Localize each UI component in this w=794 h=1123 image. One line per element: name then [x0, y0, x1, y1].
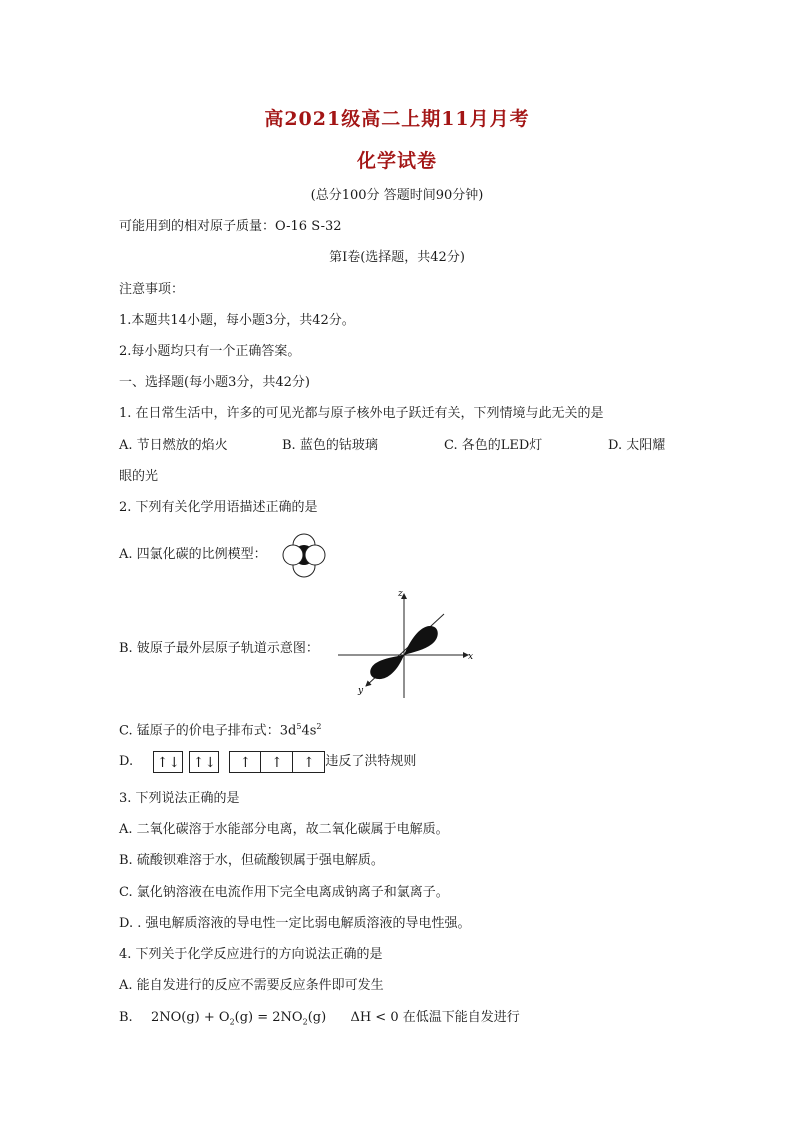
mn-config-4s: 4s — [301, 723, 317, 739]
exam-title: 高2021级高二上期11月月考 — [264, 108, 530, 130]
note-1: 1.本题共14小题，每小题3分，共42分。 — [119, 313, 355, 328]
q1-option-d-cont: 眼的光 — [119, 469, 159, 484]
q2-option-c-label: C. 锰原子的价电子排布式： — [119, 723, 280, 739]
q3-option-a: A. 二氧化碳溶于水能部分电离，故二氧化碳属于电解质。 — [119, 822, 449, 837]
exam-subtitle: 化学试卷 — [356, 150, 437, 172]
q4-option-b — [119, 1009, 520, 1032]
p-orbital-diagram — [334, 586, 479, 698]
q4-eq-part1: 2NO(g) + O — [150, 1010, 230, 1025]
q2-option-d — [119, 750, 416, 774]
mn-config-4s-sup: 2 — [316, 722, 322, 731]
q1-option-c: C. 各色的LED灯 — [444, 438, 543, 453]
section-heading: 一、选择题(每小题3分，共42分) — [119, 375, 310, 390]
q2-option-a: A. 四氯化碳的比例模型： — [119, 547, 267, 562]
orbital-box-1: ↑↓ — [153, 751, 183, 773]
mn-config-3d-sup: 5 — [296, 722, 302, 731]
q3-stem: 3. 下列说法正确的是 — [119, 791, 240, 806]
q2-option-d-label: D. — [119, 754, 134, 769]
q4-option-a: A. 能自发进行的反应不需要反应条件即可发生 — [119, 978, 384, 993]
atomic-mass-line: 可能用到的相对原子质量：O-16 S-32 — [119, 219, 342, 234]
q1-option-a: A. 节日燃放的焰火 — [119, 438, 228, 453]
q4-delta-h: ΔH < 0 — [350, 1010, 399, 1025]
volume-heading: 第Ⅰ卷(选择题，共42分) — [329, 250, 465, 265]
orbital-box-3: ↑ — [229, 751, 261, 773]
q4-eq-part3: (g) — [307, 1010, 327, 1025]
axis-y-label: y — [358, 686, 364, 696]
q4-eq-sub1: 2 — [229, 1017, 235, 1027]
q1-option-b: B. 蓝色的钴玻璃 — [282, 438, 378, 453]
q4-option-b-text: 在低温下能自发进行 — [402, 1010, 520, 1025]
q2-option-b: B. 铍原子最外层原子轨道示意图： — [119, 641, 319, 656]
q3-option-d: D. . 强电解质溶液的导电性一定比弱电解质溶液的导电性强。 — [119, 916, 471, 931]
axis-x-label: x — [468, 652, 474, 662]
axis-z-label: z — [398, 589, 403, 599]
q4-stem: 4. 下列关于化学反应进行的方向说法正确的是 — [119, 947, 383, 962]
q3-option-b: B. 硫酸钡难溶于水，但硫酸钡属于强电解质。 — [119, 853, 384, 868]
orbital-box-5: ↑ — [293, 751, 325, 773]
q1-option-d: D. 太阳耀 — [608, 438, 666, 453]
exam-info: (总分100分 答题时间90分钟) — [310, 188, 484, 203]
q2-option-d-text: 违反了洪特规则 — [325, 754, 417, 769]
q4-option-b-label: B. — [119, 1010, 133, 1025]
orbital-box-2: ↑↓ — [189, 751, 219, 773]
q2-stem: 2. 下列有关化学用语描述正确的是 — [119, 500, 318, 515]
notes-heading: 注意事项： — [119, 282, 185, 297]
q4-equation — [151, 1010, 326, 1025]
q1-stem: 1. 在日常生活中，许多的可见光都与原子核外电子跃迁有关，下列情境与此无关的是 — [119, 406, 604, 421]
q4-eq-sub2: 2 — [302, 1017, 308, 1027]
mn-config-3d: 3d — [279, 723, 297, 739]
q3-option-c: C. 氯化钠溶液在电流作用下完全电离成钠离子和氯离子。 — [119, 885, 449, 900]
orbital-box-4: ↑ — [261, 751, 293, 773]
q2-option-c — [119, 718, 321, 740]
note-2: 2.每小题均只有一个正确答案。 — [119, 344, 301, 359]
q4-eq-part2: (g) = 2NO — [234, 1010, 303, 1025]
ccl4-space-filling-model — [280, 532, 330, 578]
